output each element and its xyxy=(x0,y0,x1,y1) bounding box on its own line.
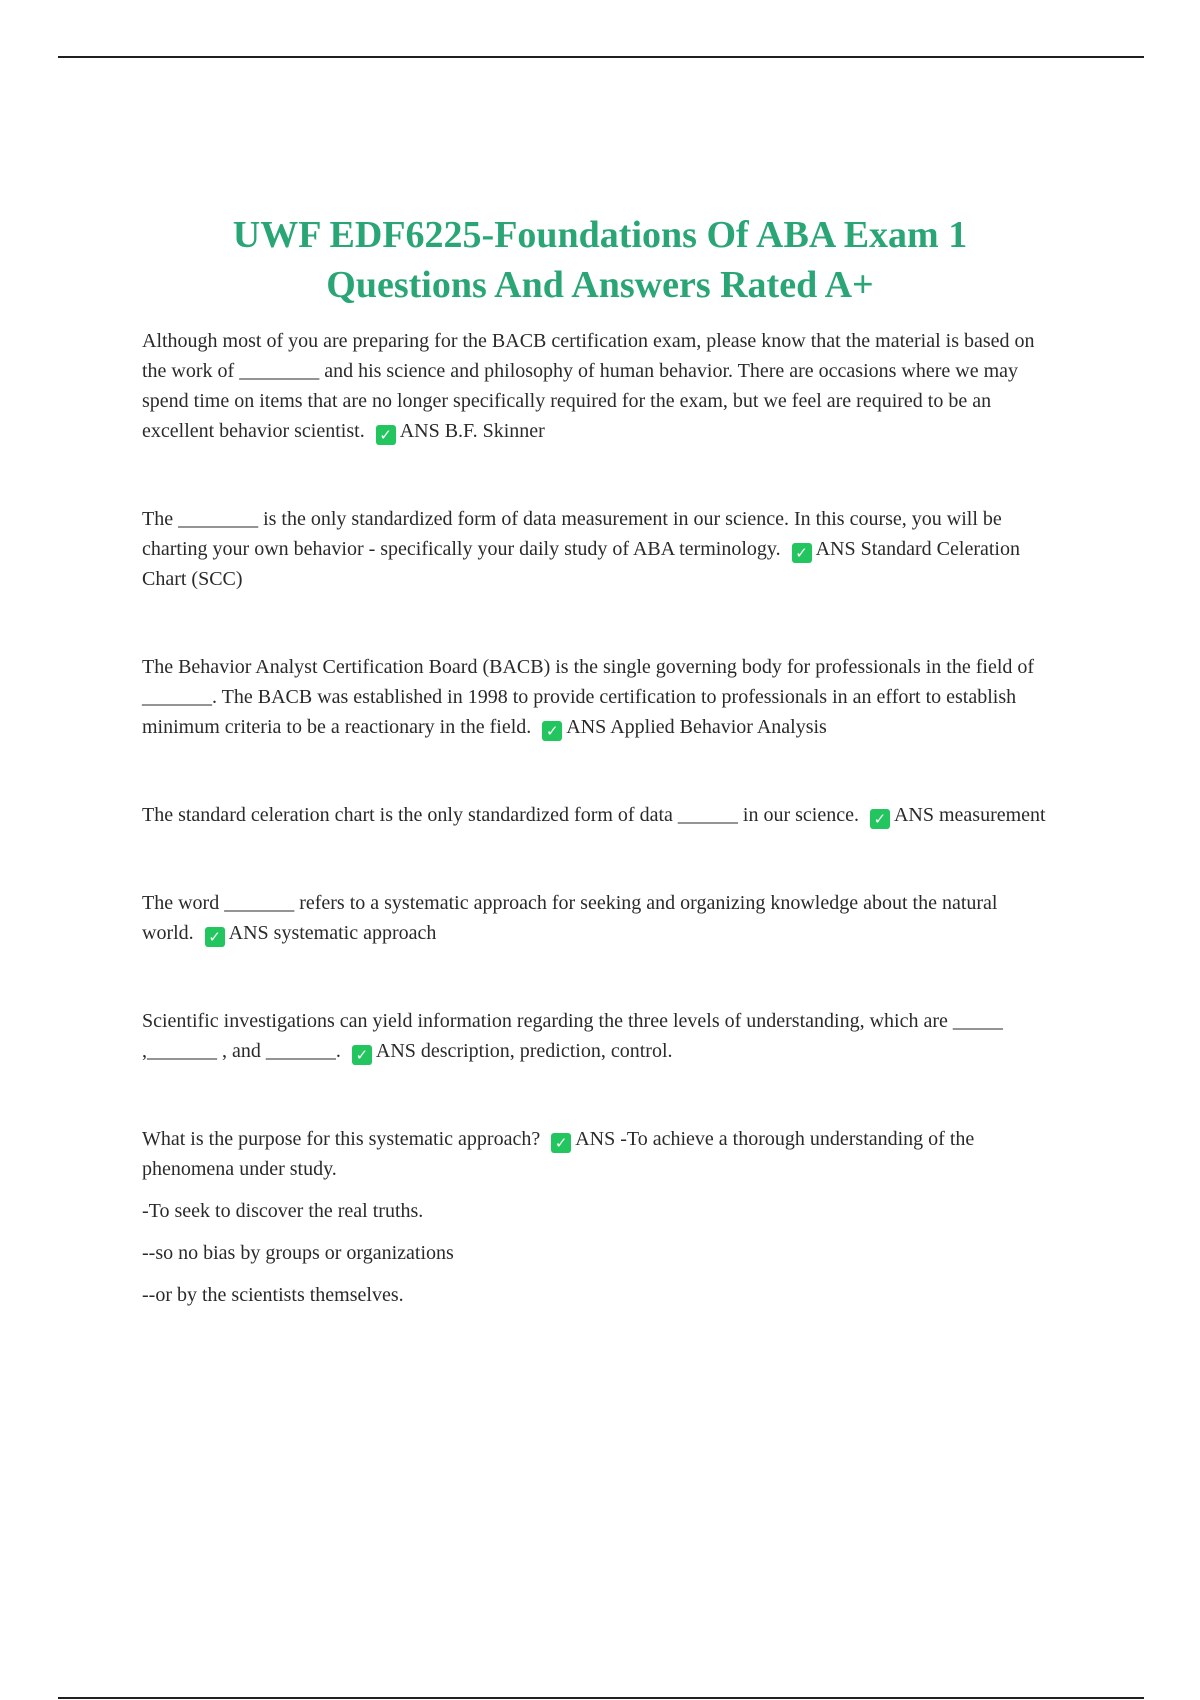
question-text: What is the purpose for this systematic approach? xyxy=(142,1128,541,1150)
qa-paragraph xyxy=(142,800,1052,830)
green-check-icon: ✓ xyxy=(870,809,890,829)
qa-paragraph xyxy=(142,326,1052,446)
question-text: The Behavior Analyst Certification Board (BACB) is the single governing body for professionals in the field of _______. The BACB was established in 1998 to provide certification to professionals in an effort to establish minimum criteria to be a reactionary in the field. xyxy=(142,656,1035,738)
qa-item-3 xyxy=(142,652,1052,742)
question-text: Scientific investigations can yield information regarding the three levels of understanding, which are _____ ,_______ , and _______. xyxy=(142,1010,1003,1062)
question-text: Although most of you are preparing for the BACB certification exam, please know that the material is based on the work of ________ and his science and philosophy of human behavior. There are occasions where we may spend time on items that are no longer specifically required for the exam, but we feel are required to be an excellent behavior scientist. xyxy=(142,330,1035,442)
question-text: The word _______ refers to a systematic approach for seeking and organizing knowledge about the natural world. xyxy=(142,892,998,944)
question-text: The standard celeration chart is the only standardized form of data ______ in our science. xyxy=(142,804,859,826)
qa-item-6 xyxy=(142,1006,1052,1066)
green-check-icon: ✓ xyxy=(205,927,225,947)
green-check-icon: ✓ xyxy=(376,425,396,445)
qa-paragraph xyxy=(142,652,1052,742)
qa-item-5 xyxy=(142,888,1052,948)
answer-text: ANS B.F. Skinner xyxy=(399,420,545,442)
qa-item-2 xyxy=(142,504,1052,594)
document-title xyxy=(140,210,1060,310)
answer-text: ANS description, prediction, control. xyxy=(375,1040,673,1062)
question-text: The ________ is the only standardized form of data measurement in our science. In this course, you will be charting your own behavior - specifically your daily study of ABA terminology. xyxy=(142,508,1002,560)
qa-paragraph xyxy=(142,1006,1052,1066)
qa-paragraph xyxy=(142,504,1052,594)
qa-item-1 xyxy=(142,326,1052,446)
green-check-icon: ✓ xyxy=(542,721,562,741)
answer-extra-line: --so no bias by groups or organizations xyxy=(142,1242,454,1264)
green-check-icon: ✓ xyxy=(792,543,812,563)
answer-text: ANS -To achieve a thorough understanding of the phenomena under study. xyxy=(142,1128,975,1180)
green-check-icon: ✓ xyxy=(551,1133,571,1153)
answer-text: ANS Standard Celeration Chart (SCC) xyxy=(142,538,1020,590)
title-line-1: UWF EDF6225-Foundations Of ABA Exam 1 xyxy=(232,214,968,256)
answer-text: ANS measurement xyxy=(893,804,1046,826)
qa-item-7 xyxy=(142,1124,1052,1310)
qa-list xyxy=(142,326,1052,1310)
footer-rule xyxy=(58,1697,1144,1699)
answer-text: ANS Applied Behavior Analysis xyxy=(566,716,827,738)
answer-extra-line: -To seek to discover the real truths. xyxy=(142,1200,424,1222)
answer-text: ANS systematic approach xyxy=(228,922,437,944)
qa-item-4 xyxy=(142,800,1052,830)
qa-paragraph xyxy=(142,888,1052,948)
qa-paragraph xyxy=(142,1124,1052,1184)
answer-extra-line: --or by the scientists themselves. xyxy=(142,1284,404,1306)
header-rule xyxy=(58,56,1144,58)
title-line-2: Questions And Answers Rated A+ xyxy=(326,264,874,306)
green-check-icon: ✓ xyxy=(352,1045,372,1065)
